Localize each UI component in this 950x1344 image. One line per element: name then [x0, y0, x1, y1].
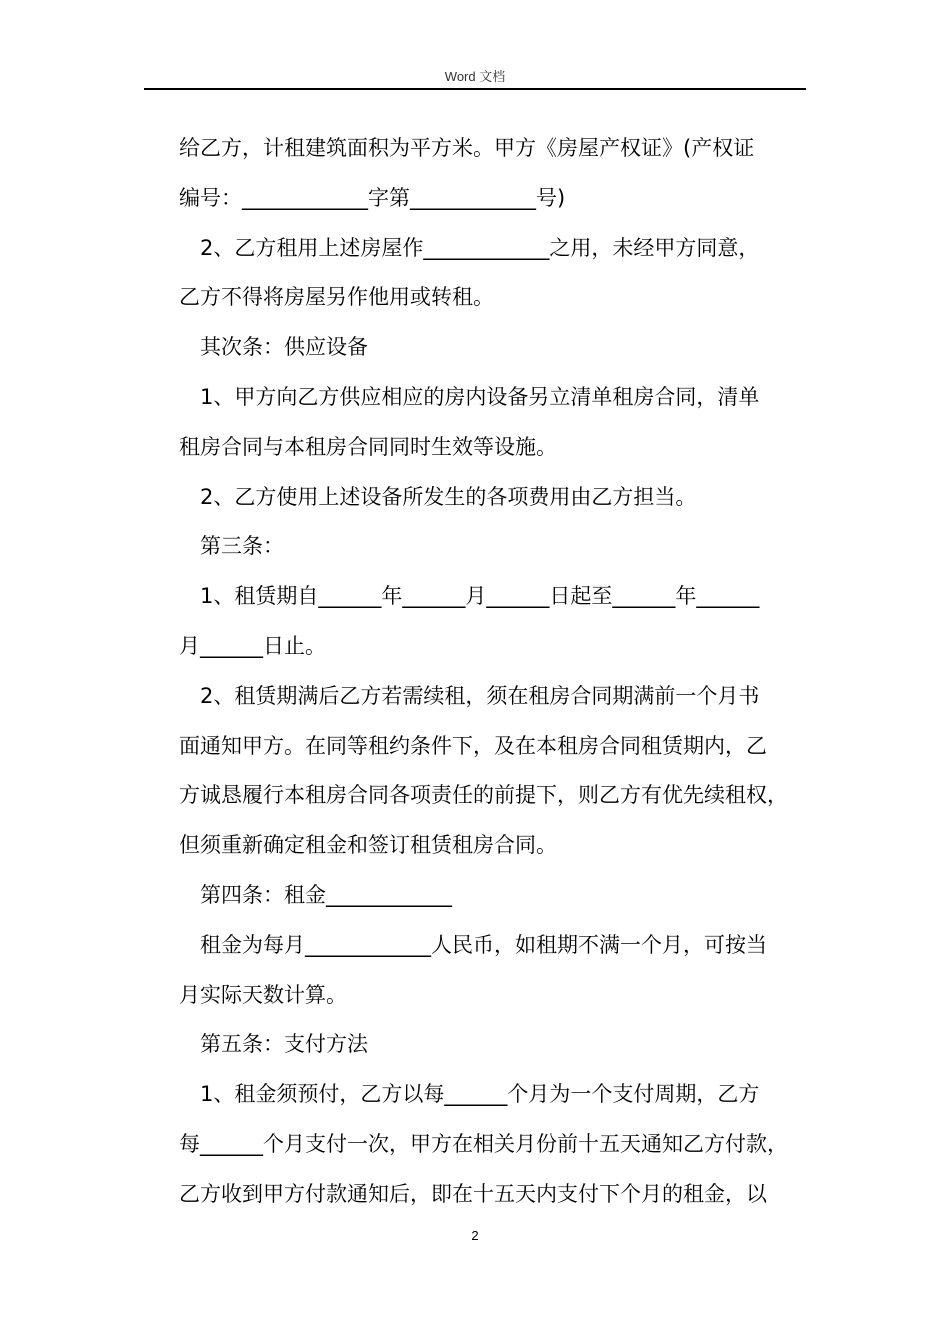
text-line: 1、甲方向乙方供应相应的房内设备另立清单租房合同，清单 — [200, 384, 760, 409]
text-line: 给乙方，计租建筑面积为平方米。甲方《房屋产权证》(产权证 — [179, 136, 755, 160]
section-heading: 第三条： — [200, 534, 284, 559]
document-body — [179, 124, 819, 1220]
text-line: 乙方收到甲方付款通知后，即在十五天内支付下个月的租金，以 — [179, 1181, 767, 1206]
text-line: 方诚恳履行本租房合同各项责任的前提下，则乙方有优先续租权， — [179, 783, 788, 808]
text-line: 乙方不得将房屋另作他用或转租。 — [179, 285, 494, 310]
text-line: 2、乙方租用上述房屋作____________之用，未经甲方同意， — [200, 235, 760, 260]
text-line: 2、租赁期满后乙方若需续租，须在租房合同期满前一个月书 — [200, 683, 760, 708]
page-number: 2 — [471, 1228, 479, 1243]
text-line: 每______个月支付一次，甲方在相关月份前十五天通知乙方付款， — [179, 1131, 788, 1156]
page-footer — [0, 1228, 950, 1243]
text-line: 1、租赁期自______年______月______日起至______年______ — [200, 584, 760, 609]
page-header — [144, 66, 806, 90]
section-heading: 第五条：支付方法 — [200, 1032, 368, 1057]
text-line: 编号：____________字第____________号) — [179, 185, 566, 210]
text-line: 面通知甲方。在同等租约条件下，及在本租房合同租赁期内，乙 — [179, 733, 767, 758]
text-line: 租金为每月____________人民币，如租期不满一个月，可按当 — [200, 932, 767, 957]
section-heading: 第四条：租金____________ — [200, 882, 452, 907]
text-line: 月______日止。 — [179, 633, 326, 658]
text-line: 但须重新确定租金和签订租赁租房合同。 — [179, 833, 557, 858]
text-line: 月实际天数计算。 — [179, 982, 347, 1007]
section-heading: 其次条：供应设备 — [200, 335, 368, 360]
text-line: 租房合同与本租房合同同时生效等设施。 — [179, 434, 557, 459]
text-line: 2、乙方使用上述设备所发生的各项费用由乙方担当。 — [200, 484, 697, 509]
header-title: Word 文档 — [444, 69, 506, 84]
text-line: 1、租金须预付，乙方以每______个月为一个支付周期，乙方 — [200, 1082, 760, 1107]
